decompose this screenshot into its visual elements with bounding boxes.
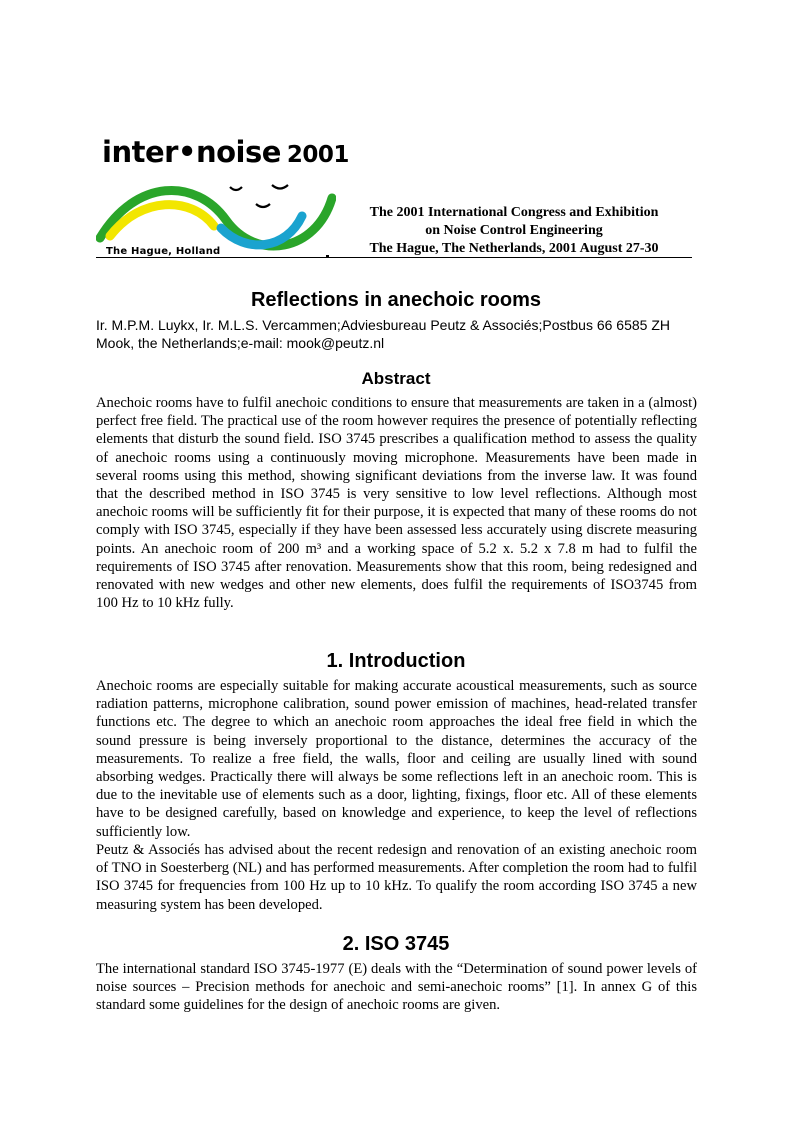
logo-city: The Hague, Holland bbox=[106, 246, 221, 257]
header-divider bbox=[96, 257, 692, 258]
paper-title: Reflections in anechoic rooms bbox=[250, 289, 542, 312]
abstract-heading: Abstract bbox=[361, 369, 431, 388]
logo-waves-icon bbox=[96, 172, 336, 252]
iso3745-paragraph-1: The international standard ISO 3745-1977 (E) deals with the “Determination of sound power levels of noise sources – Precision methods for anechoic and semi-anechoic rooms” [1]. In annex G of this standard some guidelines for the design of anechoic rooms are given. bbox=[96, 961, 697, 1014]
abstract-text: Anechoic rooms have to fulfil anechoic conditions to ensure that measurements are taken in a (almost) perfect free field. The practical use of the room however requires the presence of potentially reflecting elements that disturb the sound field. ISO 3745 prescribes a qualification method to assess the quality of anechoic rooms using a continuously moving microphone. Measurements have been made in several rooms using this method, showing significant deviations from the inverse law. It was found that the described method in ISO 3745 is very sensitive to low level reflections. Although most anechoic rooms will be sufficiently fit for their purpose, it is expected that many of these rooms do not comply with ISO 3745, especially if they have been assessed less accurately using discrete measuring points. An anechoic room of 200 m³ and a working space of 5.2 x. 5.2 x 7.8 m had to fulfil the requirements of ISO 3745 after renovation. Measurements show that this room, being redesigned and renovated with new wedges and other new elements, does fulfil the requirements of ISO3745 from 100 Hz to 10 kHz fully. bbox=[96, 395, 697, 612]
conference-info bbox=[338, 204, 690, 258]
header-divider-tick bbox=[326, 255, 329, 257]
introduction-paragraph-2: Peutz & Associés has advised about the recent redesign and renovation of an existing anechoic room of TNO in Soesterberg (NL) and has performed measurements. After completion the room had to fulfil ISO 3745 for frequencies from 100 Hz up to 10 kHz. To qualify the room according ISO 3745 a new measuring system has been developed. bbox=[96, 842, 697, 913]
logo-title: inter•noise bbox=[102, 135, 281, 169]
logo-year: 2001 bbox=[286, 142, 349, 168]
section-heading-iso3745: 2. ISO 3745 bbox=[342, 933, 450, 955]
conference-line: The Hague, The Netherlands, 2001 August 27-30 bbox=[369, 241, 659, 256]
conference-line: on Noise Control Engineering bbox=[425, 223, 603, 238]
logo-wordmark bbox=[102, 132, 349, 175]
paper-authors: Ir. M.P.M. Luykx, Ir. M.L.S. Vercammen;Adviesbureau Peutz & Associés;Postbus 66 6585 ZH Mook, the Netherlands;e-mail: mook@peutz.nl bbox=[96, 317, 671, 351]
internoise-logo bbox=[96, 128, 349, 260]
section-heading-introduction: 1. Introduction bbox=[326, 650, 466, 672]
conference-line: The 2001 International Congress and Exhibition bbox=[369, 205, 659, 220]
introduction-paragraph-1: Anechoic rooms are especially suitable for making accurate acoustical measurements, such as source radiation patterns, microphone calibration, sound power emission of machines, head-related transfer functions etc. The degree to which an anechoic room approaches the ideal free field in which the sound pressure is being inversely proportional to the distance, determines the accuracy of the measurements. To realize a free field, the walls, floor and ceiling are usually lined with sound absorbing wedges. Practically there will always be some reflections left in an anechoic room. This is due to the inevitable use of elements such as a door, lighting, fixings, floor etc. All of these elements have to be designed carefully, based on knowledge and experience, to keep the level of reflections sufficiently low. bbox=[96, 678, 697, 840]
